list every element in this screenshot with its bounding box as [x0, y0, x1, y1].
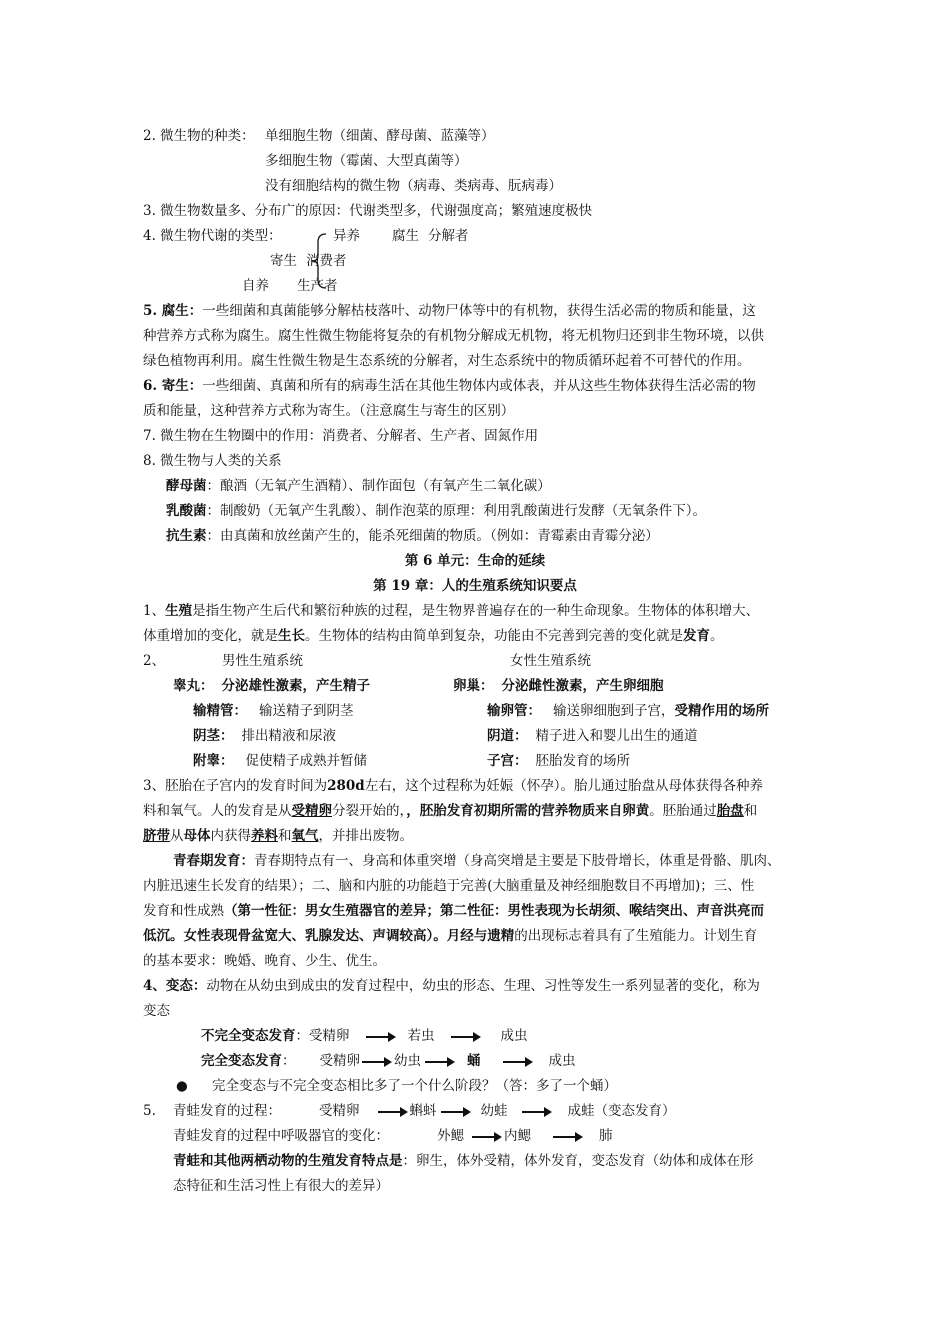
- puberty-line-4: 低沉。女性表现骨盆宽大、乳腺发达、声调较高）。月经与遗精的出现标志着具有了生殖能力。计划生育: [143, 928, 758, 944]
- arrow-icon: [451, 1032, 481, 1042]
- producer-label: 生产者: [297, 278, 338, 294]
- yeast-line: 酵母菌：酿酒（无氧产生酒精）、制作面包（有氧产生二氧化碳）: [166, 478, 551, 494]
- vas-line: 输精管： 输送精子到阴茎: [193, 703, 354, 719]
- uterus-line: 子宫： 胚胎发育的场所: [487, 753, 630, 769]
- complete-metamorphosis-line: 完全变态发育： 受精卵 幼虫 蛹 成虫: [201, 1053, 576, 1069]
- section-4-label: 4. 微生物代谢的类型：: [143, 228, 282, 244]
- ovary-line: 卵巢： 分泌雌性激素，产生卵细胞: [453, 678, 664, 694]
- arrow-icon: [472, 1132, 502, 1142]
- arrow-icon: [503, 1057, 533, 1067]
- section-5-line-3: 绿色植物再利用。腐生性微生物是生态系统的分解者，对生态系统中的物质循环起着不可替代的作用。: [143, 353, 751, 369]
- p3-line-2: 料和氧气。人的发育是从受精卵分裂开始的，，胚胎发育初期所需的营养物质来自卵黄。胚胎通过胎盘和: [143, 803, 758, 819]
- chapter-title: 第 19 章：人的生殖系统知识要点: [373, 578, 577, 594]
- amphibian-feature-line-1: 青蛙和其他两栖动物的生殖发育特点是：卵生，体外受精，体外发育，变态发育（幼体和成体在形: [173, 1153, 754, 1169]
- penis-line: 阴茎： 排出精液和尿液: [193, 728, 336, 744]
- parasitic-label: 寄生: [270, 253, 297, 269]
- frog-development-line: 青蛙发育的过程： 受精卵 蝌蚪 幼蛙 成蛙（变态发育）: [173, 1103, 676, 1119]
- respiration-line: 青蛙发育的过程中呼吸器官的变化： 外鳃 内鳃 肺: [173, 1128, 613, 1144]
- section-8-title: 8. 微生物与人类的关系: [143, 453, 282, 469]
- p2-number: 2、: [143, 653, 166, 669]
- epididymis-line: 附睾： 促使精子成熟并暂储: [193, 753, 367, 769]
- arrow-icon: [553, 1132, 583, 1142]
- section-6-line-2: 质和能量，这种营养方式称为寄生。（注意腐生与寄生的区别）: [143, 403, 515, 419]
- parasitism-term: 6. 寄生：: [143, 378, 203, 394]
- microbe-type-2: 多细胞生物（霉菌、大型真菌等）: [265, 153, 468, 169]
- p3-line-3: 脐带从母体内获得养料和氧气，并排出废物。: [143, 828, 413, 844]
- bullet-icon: ●: [176, 1078, 188, 1094]
- microbe-type-1: 单细胞生物（细菌、酵母菌、蓝藻等）: [265, 128, 495, 144]
- p1-line-2: 体重增加的变化，就是生长。生物体的结构由简单到复杂，功能由不完善到完善的变化就是发育。: [143, 628, 724, 644]
- puberty-line-3: 发育和性成熟（第一性征：男女生殖器官的差异；第二性征：男性表现为长胡须、喉结突出、声音洪亮而: [143, 903, 764, 919]
- oviduct-line: 输卵管： 输送卵细胞到子宫，受精作用的场所: [487, 703, 769, 719]
- saprophytic-label: 腐生: [392, 228, 419, 244]
- section-5-line-2: 种营养方式称为腐生。腐生性微生物能将复杂的有机物分解成无机物，将无机物归还到非生物环境，以供: [143, 328, 764, 344]
- puberty-line-2: 内脏迅速生长发育的结果）；二、脑和内脏的功能趋于完善(大脑重量及神经细胞数目不再增加)；三、性: [143, 878, 755, 894]
- decomposer-label: 分解者: [428, 228, 469, 244]
- p4-line-1: 4、变态：动物在从幼虫到成虫的发育过程中，幼虫的形态、生理、习性等发生一系列显著的变化，称为: [143, 978, 760, 994]
- p1-line-1: 1、生殖是指生物产生后代和繁衍种族的过程，是生物界普遍存在的一种生命现象。生物体的体积增大、: [143, 603, 760, 619]
- metamorphosis-question: 完全变态与不完全变态相比多了一个什么阶段？（答：多了一个蛹）: [212, 1078, 617, 1094]
- amphibian-feature-line-2: 态特征和生活习性上有很大的差异）: [173, 1178, 389, 1194]
- vagina-line: 阴道： 精子进入和婴儿出生的通道: [487, 728, 698, 744]
- saprophytism-term: 5. 腐生：: [143, 303, 203, 319]
- male-system-title: 男性生殖系统: [222, 653, 303, 669]
- p5-number: 5.: [143, 1103, 156, 1119]
- microbe-type-3: 没有细胞结构的微生物（病毒、类病毒、朊病毒）: [265, 178, 562, 194]
- p3-line-1: 3、胚胎在子宫内的发育时间为280d左右，这个过程称为妊娠（怀孕）。胎儿通过胎盘从母体获得各种养: [143, 778, 763, 794]
- autotroph-label: 自养: [242, 278, 269, 294]
- lactic-line: 乳酸菌：制酸奶（无氧产生乳酸）、制作泡菜的原理：利用乳酸菌进行发酵（无氧条件下）。: [166, 503, 706, 519]
- section-7: 7. 微生物在生物圈中的作用：消费者、分解者、生产者、固氮作用: [143, 428, 539, 444]
- arrow-icon: [366, 1032, 396, 1042]
- arrow-icon: [362, 1057, 392, 1067]
- section-6-line-1: 6. 寄生：一些细菌、真菌和所有的病毒生活在其他生物体内或体表，并从这些生物体获得生活必需的物: [143, 378, 756, 394]
- arrow-icon: [522, 1107, 552, 1117]
- unit-title: 第 6 单元：生命的延续: [404, 553, 546, 569]
- female-system-title: 女性生殖系统: [510, 653, 591, 669]
- arrow-icon: [378, 1107, 408, 1117]
- puberty-line-1: 青春期发育：青春期特点有一、身高和体重突增（身高突增是主要是下肢骨增长，体重是骨骼、肌肉、: [173, 853, 781, 869]
- section-2-label: 2. 微生物的种类：: [143, 128, 255, 144]
- heterotroph-label: 异养: [333, 228, 360, 244]
- puberty-line-5: 的基本要求：晚婚、晚育、少生、优生。: [143, 953, 386, 969]
- p4-line-2: 变态: [143, 1003, 170, 1019]
- arrow-icon: [441, 1107, 471, 1117]
- consumer-label: 消费者: [306, 253, 347, 269]
- section-5-line-1: 5. 腐生：一些细菌和真菌能够分解枯枝落叶、动物尸体等中的有机物，获得生活必需的物质和能量，这: [143, 303, 756, 319]
- arrow-icon: [425, 1057, 455, 1067]
- testis-line: 睾丸： 分泌雄性激素，产生精子: [173, 678, 370, 694]
- incomplete-metamorphosis-line: 不完全变态发育：受精卵 若虫 成虫: [201, 1028, 528, 1044]
- section-3: 3. 微生物数量多、分布广的原因：代谢类型多，代谢强度高；繁殖速度极快: [143, 203, 593, 219]
- antibiotic-line: 抗生素：由真菌和放丝菌产生的，能杀死细菌的物质。（例如：青霉素由青霉分泌）: [166, 528, 659, 544]
